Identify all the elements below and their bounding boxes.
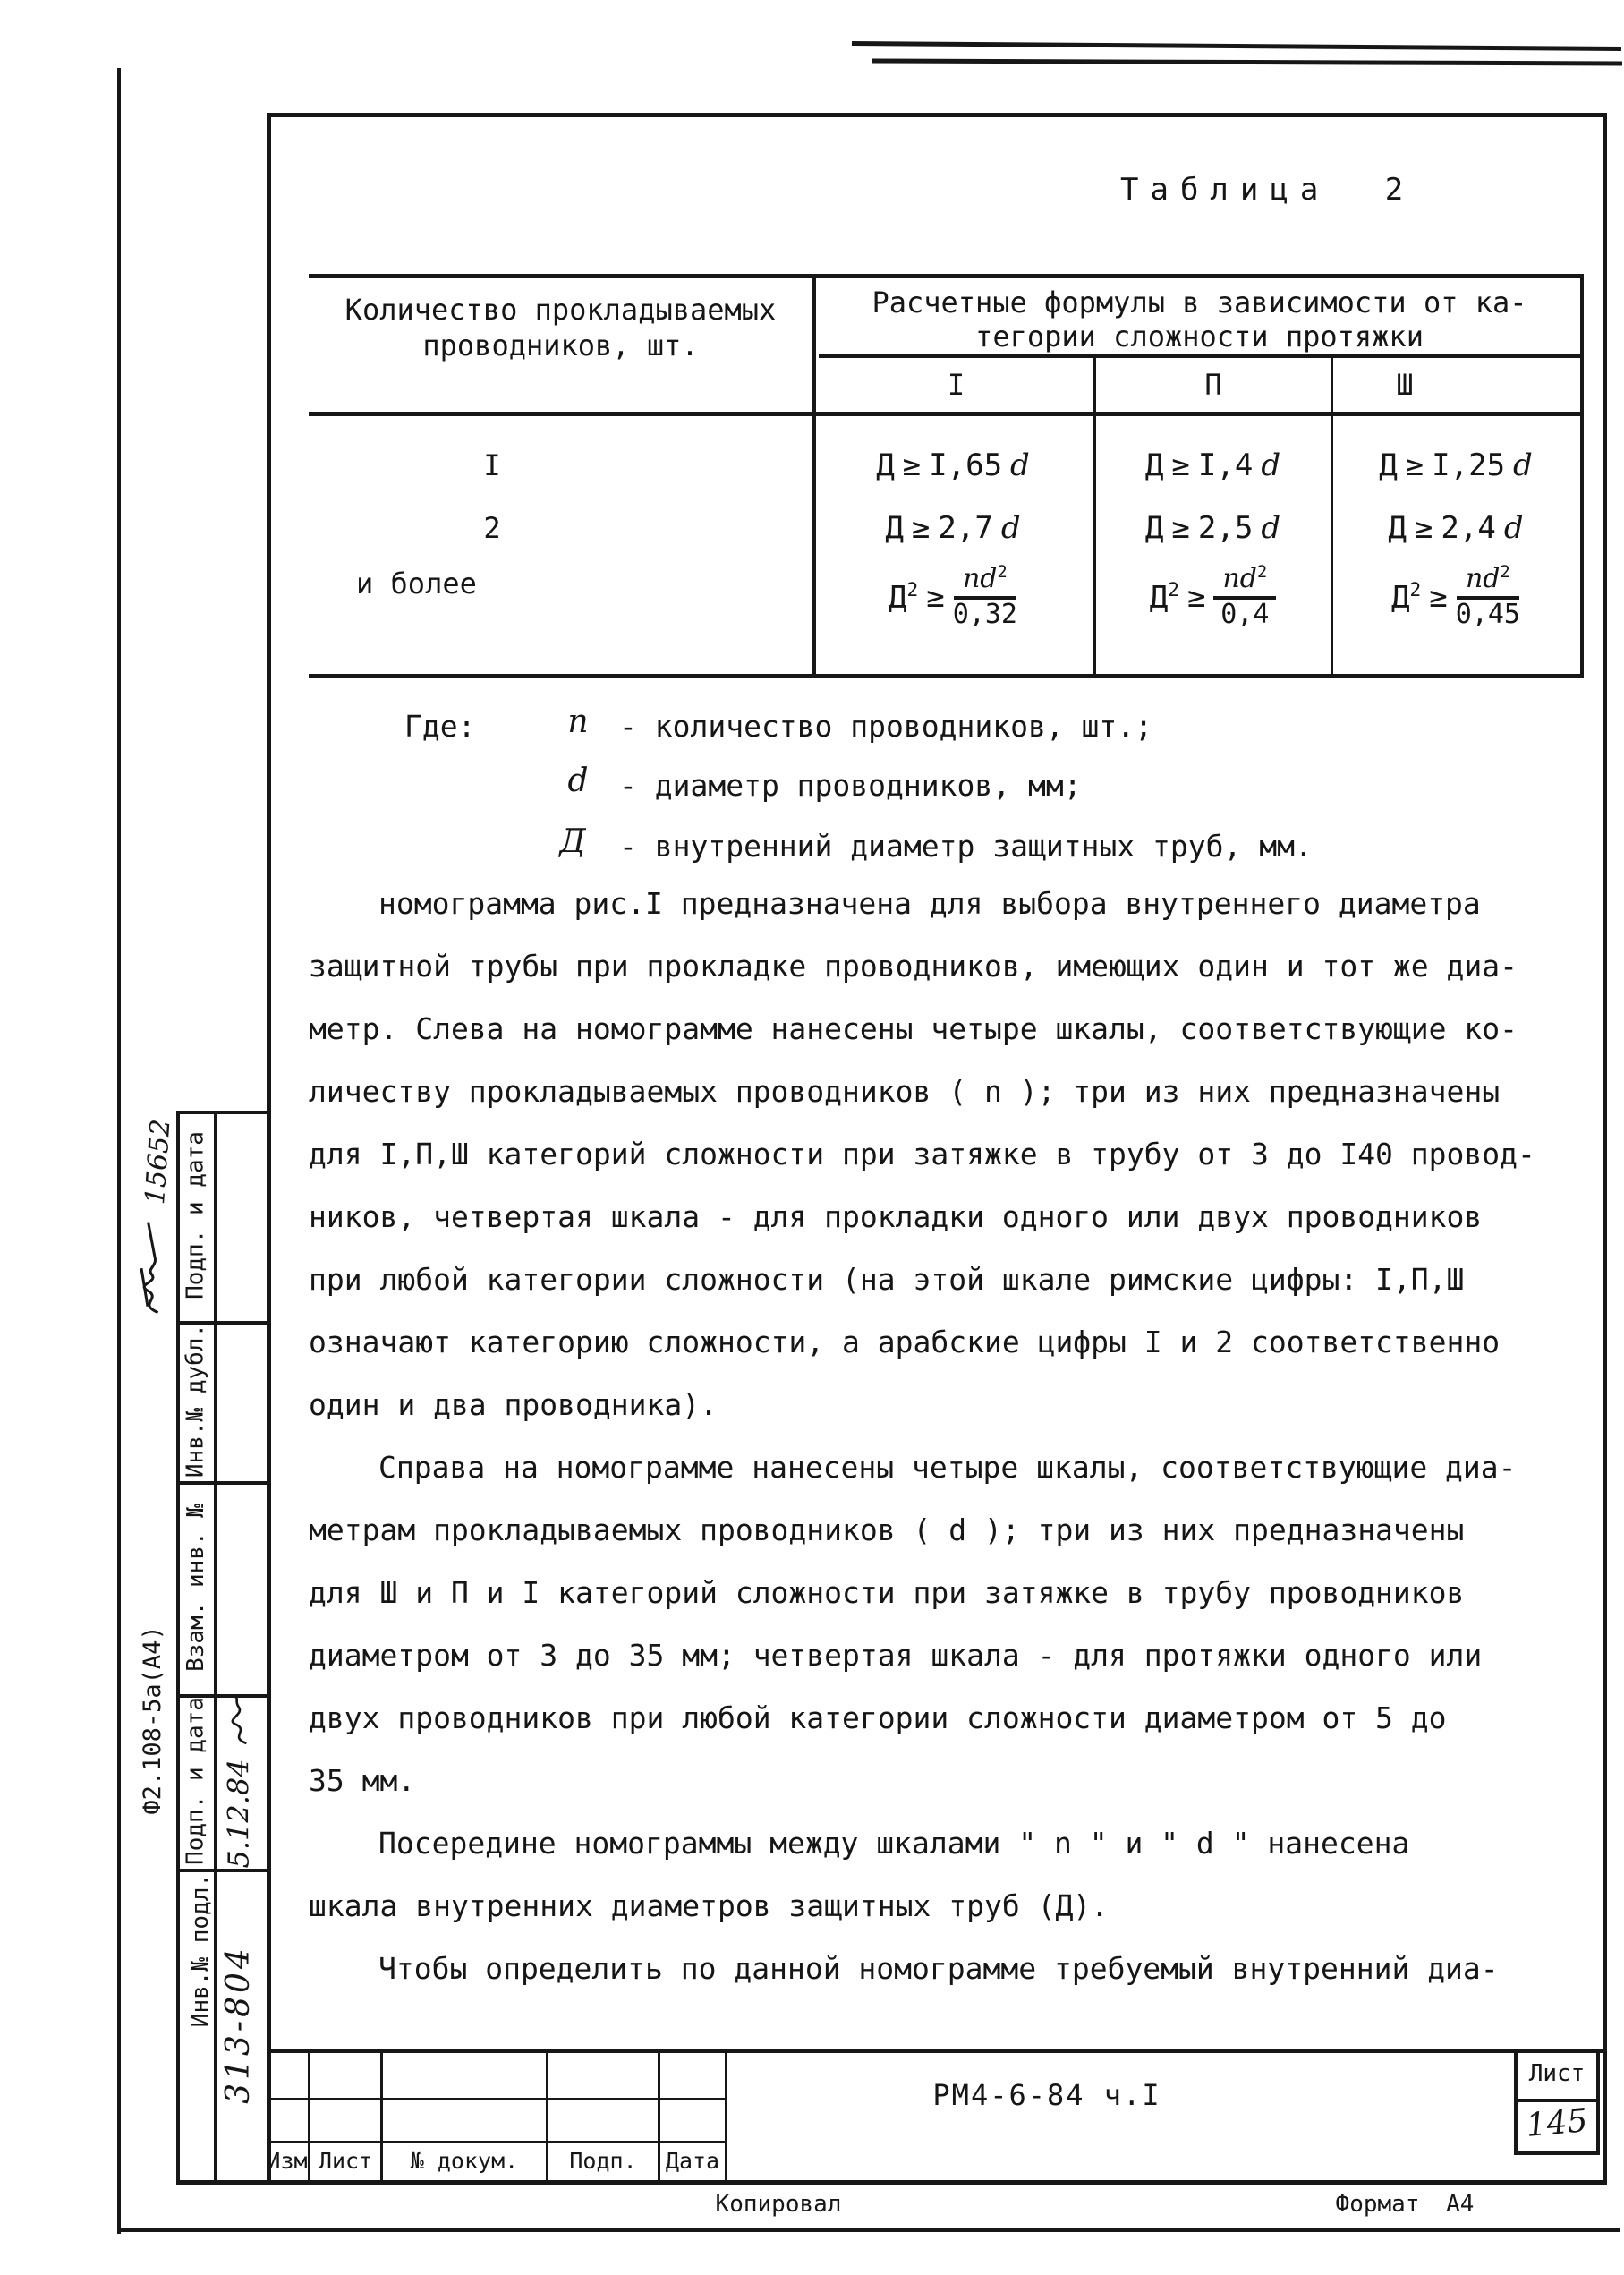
body-line: Чтобы определить по данной номограмме требуемый внутренний диа- [378,1951,1499,1986]
sheet-box-bottom [1514,2151,1600,2155]
ge-symbol: ≥ [1414,510,1433,546]
formula-cell [1335,440,1577,490]
symbol-D-squared: $Д^2$ [889,578,919,616]
signature-icon [127,1215,174,1316]
legend-text: - диаметр проводников, мм; [619,768,1082,803]
coefficient: 2,5 [1197,510,1254,546]
symbol-D-squared: $Д^2$ [1149,578,1179,616]
stamp-inventory-value: 313-804 [219,1945,257,2104]
ge-symbol: ≥ [1171,510,1190,546]
revision-header-data: Дата [665,2148,720,2174]
body-line: при любой категории сложности (на этой шкале римские цифры: I,П,Ш [309,1262,1465,1297]
table-subcol-header-3: Ш [1396,368,1414,402]
body-line: личеству прокладываемых проводников ( n ); три из них предназначены [309,1074,1501,1109]
revision-table-divider [725,2049,727,2180]
scan-artifact-line [852,41,1621,51]
frame-border-left [267,113,271,2185]
body-line: шкала внутренних диаметров защитных труб (Д). [309,1888,1110,1923]
legend-label: Где: [404,709,476,744]
symbol-d: d [1000,510,1021,546]
body-line: диаметром от 3 до 35 мм; четвертая шкала - для протяжки одного или [309,1638,1483,1673]
ge-symbol: ≥ [902,447,922,483]
body-text [309,873,1606,2000]
table-col2-header-line1: Расчетные формулы в зависимости от ка- [872,285,1527,320]
body-line: метр. Слева на номограмме нанесены четыре шкалы, соответствующие ко- [309,1011,1518,1046]
table-subcol-header-1: I [947,368,965,402]
frame-border-top [268,113,1606,117]
body-line: защитной трубы при прокладке проводников, имеющих один и тот же диа- [309,949,1518,984]
table-top-border [309,274,1582,278]
table-row-label: и более [356,567,477,601]
symbol-d: d [1261,447,1281,483]
body-line: ников, четвертая шкала - для прокладки одного или двух проводников [309,1199,1483,1234]
ge-symbol: ≥ [1186,579,1206,615]
symbol-D-squared: $Д^2$ [1391,578,1422,616]
formula-cell [1099,440,1327,490]
body-line: Посередине номограммы между шкалами " n " и " d " нанесена [378,1826,1410,1861]
stamp-label-vzam-inv: Взам. инв. № [183,1504,209,1672]
table-subcol-divider [1093,354,1096,678]
denominator: 0,4 [1220,599,1270,630]
revision-header-list: Лист [318,2148,373,2174]
sheet-label: Лист [1528,2060,1586,2087]
fraction: $\frac{nd^2}{0,32}$ [952,563,1017,630]
table-caption: Таблица 2 [1120,172,1416,208]
legend-text: - внутренний диаметр защитных труб, мм. [619,829,1313,864]
body-line: Справа на номограмме нанесены четыре шкалы, соответствующие диа- [378,1450,1517,1485]
body-line: для I,П,Ш категорий сложности при затяжке в трубу от 3 до I40 провод- [309,1137,1535,1172]
revision-header-izm: Изм [267,2148,308,2174]
table-right-border [1580,274,1584,678]
formula-cell [1335,503,1577,553]
symbol-D: Д [885,510,904,546]
symbol-d: d [1513,447,1533,483]
body-line: для Ш и П и I категорий сложности при затяжке в трубу проводников [309,1575,1465,1610]
body-line: 35 мм. [309,1763,416,1798]
ge-symbol: ≥ [1171,447,1190,483]
stamp-date-signature [219,1694,259,1869]
coefficient: I,25 [1432,447,1506,483]
formula-cell [1099,503,1327,553]
stamp-label-podp-data-2: Подп. и дата [182,1697,209,1865]
revision-header-dokum: № докум. [410,2148,519,2174]
body-line: означают категорию сложности, а арабские цифры I и 2 соответственно [309,1325,1501,1359]
body-line: двух проводников при любой категории сложности диаметром от 5 до [309,1700,1447,1735]
formula-cell [819,503,1087,553]
ge-symbol: ≥ [1405,447,1424,483]
formula-cell [819,548,1087,646]
table-subcol-header-2: П [1204,368,1222,402]
stamp-label-inv-podl: Инв.№ подл. [187,1873,214,2028]
format-label: Формат А4 [1335,2191,1475,2218]
fraction: $\frac{nd^2}{0,45}$ [1455,563,1520,630]
page-left-border [117,68,121,2234]
table-bottom-border [309,674,1582,678]
document-number: РМ4-6-84 ч.I [932,2078,1161,2112]
symbol-D: Д [1388,510,1407,546]
approval-number: 15652 [139,1118,177,1206]
stamp-date-value: 5.12.84 [221,1759,256,1869]
frame-border-bottom [176,2180,1607,2185]
revision-header-podp: Подп. [569,2148,637,2174]
form-code: Ф2.108-5а(А4) [138,1625,166,1815]
symbol-d: d [1010,447,1030,483]
denominator: 0,45 [1455,599,1520,630]
table-header2-underline [819,354,1582,358]
symbol-D: Д [1144,447,1164,483]
stamp-inventory-number [218,1869,258,2180]
body-line: номограмма рис.I предназначена для выбора внутреннего диаметра [378,886,1481,921]
scan-artifact-line [872,59,1622,66]
coefficient: I,4 [1197,447,1254,483]
ge-symbol: ≥ [1429,579,1448,615]
legend-symbol-n: n [567,703,589,740]
symbol-D: Д [1144,510,1164,546]
coefficient: I,65 [929,447,1003,483]
stamp-label-podp-data-1: Подп. и дата [182,1131,209,1299]
copied-label: Копировал [715,2191,842,2218]
page-bottom-line [117,2228,1620,2232]
stamp-label-inv-dubl: Инв.№ дубл. [182,1323,209,1478]
signature-icon [223,1694,255,1747]
symbol-d: d [1261,510,1281,546]
denominator: 0,32 [952,599,1017,630]
coefficient: 2,7 [938,510,993,546]
table-subcol-divider [1331,354,1333,678]
table-col1-header-line1: Количество прокладываемых [344,293,777,327]
table-col2-header-line2: тегории сложности протяжки [975,320,1424,354]
formula-cell [819,440,1087,490]
table-col1-header-line2: проводников, шт. [422,328,699,362]
table-col-divider [812,274,816,678]
legend-symbol-D: Д [559,823,586,860]
body-line: метрам прокладываемых проводников ( d ); три из них предназначены [309,1512,1465,1547]
body-line: один и два проводника). [309,1387,718,1422]
legend-text: - количество проводников, шт.; [619,709,1153,744]
table-row-label: I [483,448,501,482]
legend-symbol-d: d [567,763,589,799]
fraction: $\frac{nd^2}{0,4}$ [1213,565,1276,628]
ge-symbol: ≥ [911,510,931,546]
coefficient: 2,4 [1441,510,1496,546]
symbol-D: Д [1379,447,1398,483]
symbol-d: d [1503,510,1524,546]
formula-cell [1335,548,1577,646]
ge-symbol: ≥ [926,579,945,615]
titleblock-top-border [267,2049,1604,2053]
symbol-D: Д [876,447,895,483]
sheet-number: 145 [1524,2102,1590,2144]
table-header-bottom-border [309,412,1582,416]
formula-cell [1099,548,1327,646]
table-row-label: 2 [483,511,501,545]
